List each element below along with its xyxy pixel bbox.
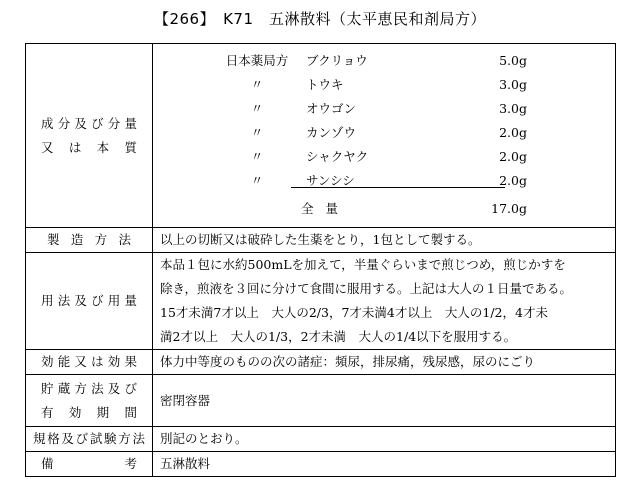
ingredient-name: サンシシ xyxy=(306,173,355,188)
usage-row xyxy=(26,253,616,350)
ingredient-source: 〃 xyxy=(250,173,264,188)
ingredient-row xyxy=(153,145,616,169)
usage-text xyxy=(153,253,616,350)
storage-label xyxy=(26,375,153,427)
ingredient-name: トウキ xyxy=(306,77,344,92)
manufacturing-label: 製造方法 xyxy=(47,232,131,247)
ingredient-name: シャクヤク xyxy=(306,149,369,164)
standards-label: 規格及び試験方法 xyxy=(33,431,145,446)
ingredient-name: ブクリョウ xyxy=(306,53,368,68)
storage-row xyxy=(26,375,616,427)
ingredient-row xyxy=(153,49,616,73)
ingredient-amount: 2.0g xyxy=(499,125,527,140)
ingredients-label-line2: 又は本質 xyxy=(41,139,137,155)
ingredient-name: カンゾウ xyxy=(306,125,357,140)
remarks-row xyxy=(26,452,616,477)
ingredient-source: 〃 xyxy=(250,125,264,140)
ingredient-amount: 2.0g xyxy=(499,149,527,164)
ingredient-row xyxy=(153,169,616,193)
storage-label-line1: 貯蔵方法及び xyxy=(41,380,137,396)
manufacturing-row xyxy=(26,228,616,253)
usage-line: 本品１包に水約500mLを加えて，半量ぐらいまで煎じつめ，煎じかすを xyxy=(160,257,566,272)
usage-line: 満2才以上 大人の1/3，2才未満 大人の1/4以下を服用する。 xyxy=(160,329,517,344)
usage-label: 用法及び用量 xyxy=(41,293,137,308)
document-title: 【266】 K71 五淋散料（太平恵民和剤局方） xyxy=(153,10,487,28)
ingredient-source: 〃 xyxy=(250,77,264,92)
ingredient-name: オウゴン xyxy=(306,101,357,116)
ingredient-amount: 3.0g xyxy=(499,101,527,116)
storage-label-line2: 有効期間 xyxy=(41,404,137,420)
total-amount: 17.0g xyxy=(491,201,527,216)
effects-text: 体力中等度のものの次の諸症：頻尿，排尿痛，残尿感，尿のにごり xyxy=(153,350,616,375)
standards-text: 別記のとおり。 xyxy=(153,427,616,452)
total-row xyxy=(153,197,616,221)
ingredient-amount: 3.0g xyxy=(499,77,527,92)
remarks-text: 五淋散料 xyxy=(153,452,616,477)
usage-line: 15才未満7才以上 大人の2/3，7才未満4才以上 大人の1/2，4才未 xyxy=(160,305,548,320)
standards-row xyxy=(26,427,616,452)
ingredient-row xyxy=(153,97,616,121)
ingredient-source: 日本薬局方 xyxy=(225,53,289,68)
ingredients-label xyxy=(26,44,153,228)
manufacturing-text: 以上の切断又は破砕した生薬をとり，1包として製する。 xyxy=(153,228,616,253)
ingredient-row xyxy=(153,121,616,145)
ingredient-source: 〃 xyxy=(250,101,264,116)
remarks-label: 備考 xyxy=(41,456,137,471)
ingredient-amount: 2.0g xyxy=(499,173,527,188)
total-label: 全量 xyxy=(301,201,351,216)
specification-table xyxy=(25,43,616,477)
ingredient-row xyxy=(153,73,616,97)
ingredients-row xyxy=(26,44,616,228)
ingredient-amount: 5.0g xyxy=(499,53,527,68)
ingredients-cell xyxy=(153,44,616,228)
usage-line: 除き，煎液を３回に分けて食間に服用する。上記は大人の１日量である。 xyxy=(160,281,573,296)
storage-text: 密閉容器 xyxy=(153,375,616,427)
total-divider xyxy=(291,187,505,188)
ingredients-label-line1: 成分及び分量 xyxy=(41,115,137,131)
ingredient-source: 〃 xyxy=(250,149,264,164)
effects-label: 効能又は効果 xyxy=(41,354,137,369)
effects-row xyxy=(26,350,616,375)
